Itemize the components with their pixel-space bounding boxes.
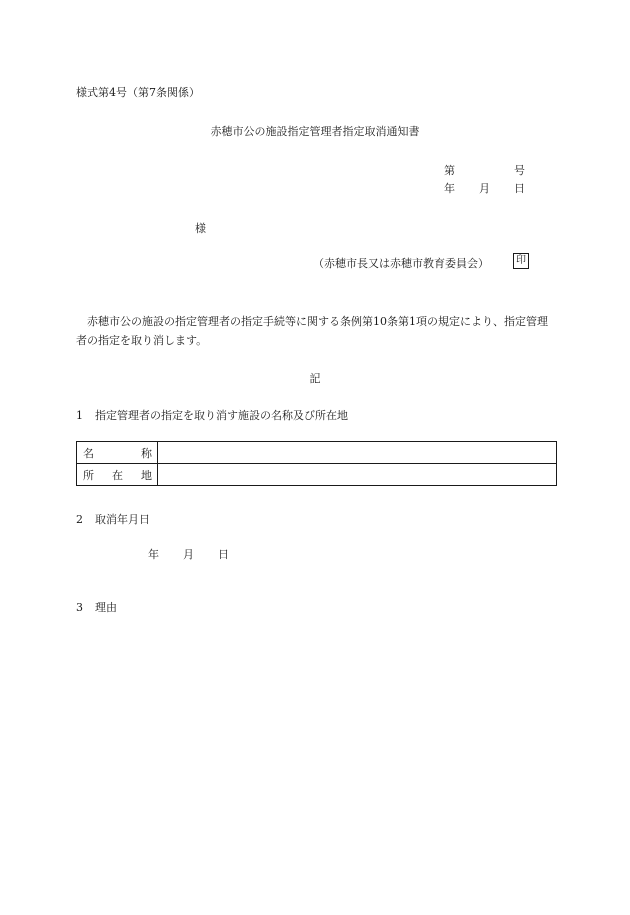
sender-name: （赤穂市長又は赤穂市教育委員会） bbox=[313, 257, 489, 270]
section-2-title: 取消年月日 bbox=[95, 513, 150, 526]
table-row-name bbox=[77, 442, 557, 464]
name-value-cell[interactable] bbox=[158, 442, 557, 464]
document-title: 赤穂市公の施設指定管理者指定取消通知書 bbox=[210, 125, 420, 138]
table-row-location bbox=[77, 464, 557, 486]
section-1-heading bbox=[76, 407, 348, 423]
issue-date-year: 年 bbox=[444, 182, 455, 195]
location-label-char-3: 地 bbox=[141, 468, 152, 482]
document-number-gou: 号 bbox=[514, 164, 525, 177]
document-number-dai: 第 bbox=[444, 164, 455, 177]
section-2-number: 2 bbox=[76, 513, 83, 526]
location-label-char-2: 在 bbox=[112, 468, 123, 482]
cancel-date-day: 日 bbox=[218, 548, 229, 561]
cancel-date bbox=[148, 546, 229, 562]
issue-date bbox=[444, 180, 525, 196]
name-label-char-1: 名 bbox=[83, 446, 94, 460]
seal-mark: 印 bbox=[513, 253, 529, 269]
section-3-number: 3 bbox=[76, 601, 83, 614]
section-3-heading bbox=[76, 599, 117, 615]
section-1-number: 1 bbox=[76, 409, 83, 422]
cancel-date-month: 月 bbox=[183, 548, 194, 561]
document-number bbox=[444, 162, 525, 178]
issue-date-month: 月 bbox=[479, 182, 490, 195]
facility-table bbox=[76, 441, 557, 486]
section-1-title: 指定管理者の指定を取り消す施設の名称及び所在地 bbox=[95, 409, 348, 422]
location-label-cell bbox=[77, 464, 158, 486]
issue-date-day: 日 bbox=[514, 182, 525, 195]
section-3-title: 理由 bbox=[95, 601, 117, 614]
body-paragraph: 赤穂市公の施設の指定管理者の指定手続等に関する条例第10条第1項の規定により、指定管理者の指定を取り消します。 bbox=[76, 315, 548, 347]
name-label-char-2: 称 bbox=[141, 446, 152, 460]
section-2-heading bbox=[76, 511, 150, 527]
ki-heading: 記 bbox=[309, 372, 321, 385]
addressee-suffix: 様 bbox=[195, 222, 206, 235]
location-value-cell[interactable] bbox=[158, 464, 557, 486]
form-number: 様式第4号（第7条関係） bbox=[76, 86, 200, 99]
cancel-date-year: 年 bbox=[148, 548, 159, 561]
name-label-cell bbox=[77, 442, 158, 464]
location-label-char-1: 所 bbox=[83, 468, 94, 482]
